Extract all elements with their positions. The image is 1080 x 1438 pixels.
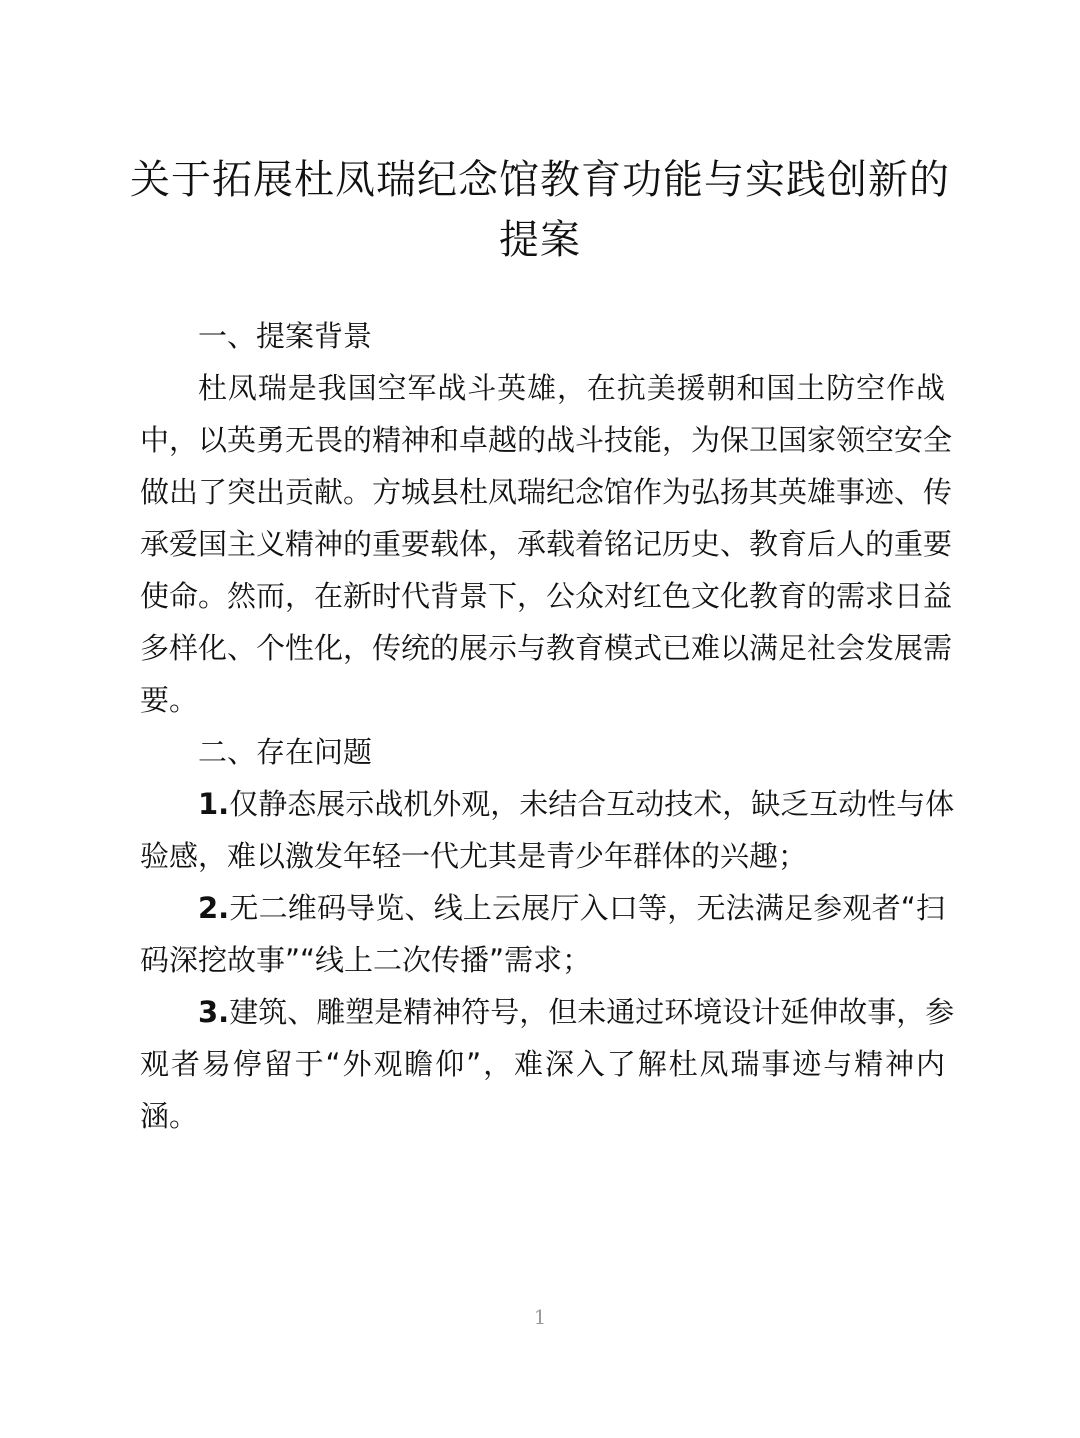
background-paragraph-line: 杜凤瑞是我国空军战斗英雄，在抗美援朝和国土防空作战 <box>198 371 945 405</box>
problem-2-text: 无二维码导览、线上云展厅入口等，无法满足参观者“扫 <box>229 891 945 925</box>
problem-3-number: 3. <box>198 995 230 1029</box>
problem-1-line: 验感，难以激发年轻一代尤其是青少年群体的兴趣； <box>140 839 808 873</box>
background-paragraph-line: 多样化、个性化，传统的展示与教育模式已难以满足社会发展需 <box>140 631 953 665</box>
background-paragraph-line: 承爱国主义精神的重要载体，承载着铭记历史、教育后人的重要 <box>140 527 953 561</box>
background-paragraph-line: 使命。然而，在新时代背景下，公众对红色文化教育的需求日益 <box>140 579 953 613</box>
problem-3-line <box>140 986 955 1038</box>
section-heading-background: 一、提案背景 <box>198 319 373 353</box>
title-line-2: 提案 <box>499 217 581 263</box>
problem-3-text: 建筑、雕塑是精神符号，但未通过环境设计延伸故事，参 <box>229 995 955 1029</box>
background-paragraph-line: 做出了突出贡献。方城县杜凤瑞纪念馆作为弘扬其英雄事迹、传 <box>140 475 953 509</box>
problem-2-line: 码深挖故事”“线上二次传播”需求； <box>140 943 592 977</box>
problem-2-number: 2. <box>198 891 230 925</box>
document-title <box>100 150 980 270</box>
section-heading-problems: 二、存在问题 <box>198 735 373 769</box>
document-body <box>140 310 955 1142</box>
problem-2-line <box>140 882 945 934</box>
problem-3-line: 涵。 <box>140 1099 199 1133</box>
problem-3-line: 观者易停留于“外观瞻仰”，难深入了解杜凤瑞事迹与精神内 <box>140 1047 945 1081</box>
page-number: 1 <box>533 1305 547 1329</box>
problem-1-number: 1. <box>198 787 230 821</box>
background-paragraph-line: 要。 <box>140 683 199 717</box>
problem-1-line <box>140 778 955 830</box>
problem-1-text: 仅静态展示战机外观，未结合互动技术，缺乏互动性与体 <box>229 787 955 821</box>
background-paragraph-line: 中，以英勇无畏的精神和卓越的战斗技能，为保卫国家领空安全 <box>140 423 953 457</box>
title-line-1: 关于拓展杜凤瑞纪念馆教育功能与实践创新的 <box>130 157 950 203</box>
